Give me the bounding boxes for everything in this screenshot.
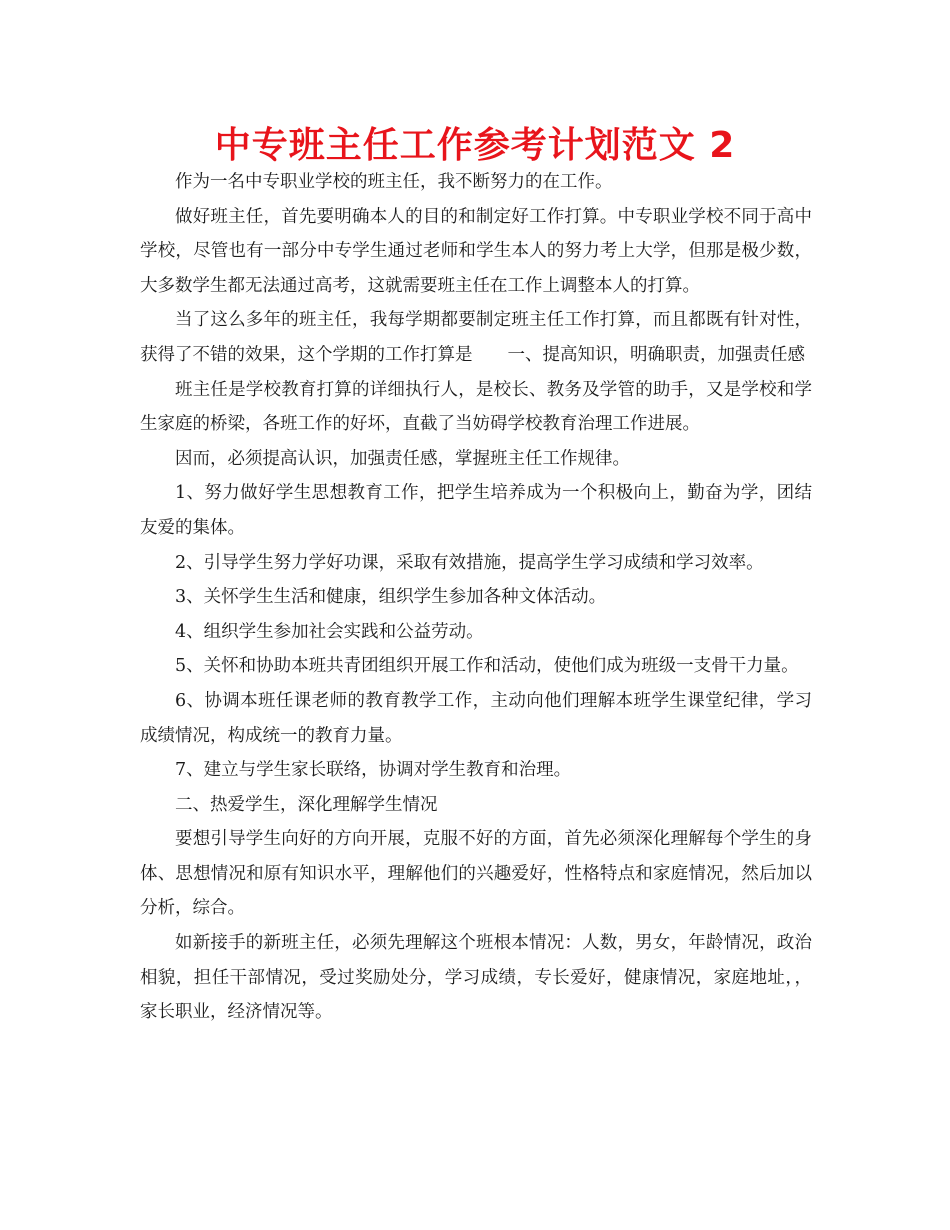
document-title: 中专班主任工作参考计划范文 2 <box>214 125 736 166</box>
paragraph: 做好班主任，首先要明确本人的目的和制定好工作打算。中专职业学校不同于高中学校，尽管也有一部分中专学生通过老师和学生本人的努力考上大学，但那是极少数，大多数学生都无法通过高考，这就需要班主任在工作上调整本人的打算。 <box>140 206 812 296</box>
document-body <box>140 165 812 1030</box>
paragraph: 要想引导学生向好的方向开展，克服不好的方面，首先必须深化理解每个学生的身体、思想情况和原有知识水平，理解他们的兴趣爱好，性格特点和家庭情况，然后加以分析，综合。 <box>140 829 812 919</box>
list-item: 4、组织学生参加社会实践和公益劳动。 <box>175 621 484 642</box>
paragraph: 如新接手的新班主任，必须先理解这个班根本情况：人数，男女，年龄情况，政治相貌，担任干部情况，受过奖励处分，学习成绩，专长爱好，健康情况，家庭地址，，家长职业，经济情况等。 <box>140 933 812 1023</box>
list-item: 7、建立与学生家长联络，协调对学生教育和治理。 <box>175 760 572 781</box>
section-heading: 二、热爱学生，深化理解学生情况 <box>175 794 438 815</box>
paragraph: 班主任是学校教育打算的详细执行人，是校长、教务及学管的助手，又是学校和学生家庭的桥梁，各班工作的好坏，直截了当妨碍学校教育治理工作进展。 <box>140 379 812 435</box>
list-item: 5、关怀和协助本班共青团组织开展工作和活动，使他们成为班级一支骨干力量。 <box>175 656 799 677</box>
paragraph: 作为一名中专职业学校的班主任，我不断努力的在工作。 <box>175 172 613 192</box>
list-item: 6、协调本班任课老师的教育教学工作，主动向他们理解本班学生课堂纪律，学习成绩情况，构成统一的教育力量。 <box>140 690 812 746</box>
paragraph: 因而，必须提高认识，加强责任感，掌握班主任工作规律。 <box>175 448 630 469</box>
list-item: 3、关怀学生生活和健康，组织学生参加各种文体活动。 <box>175 587 607 608</box>
list-item: 1、努力做好学生思想教育工作，把学生培养成为一个积极向上，勤奋为学，团结友爱的集体。 <box>140 483 812 538</box>
paragraph: 当了这么多年的班主任，我每学期都要制定班主任工作打算，而且都既有针对性，获得了不错的效果，这个学期的工作打算是 一、提高知识，明确职责，加强责任感 <box>140 310 812 365</box>
list-item: 2、引导学生努力学好功课，采取有效措施，提高学生学习成绩和学习效率。 <box>175 552 764 573</box>
